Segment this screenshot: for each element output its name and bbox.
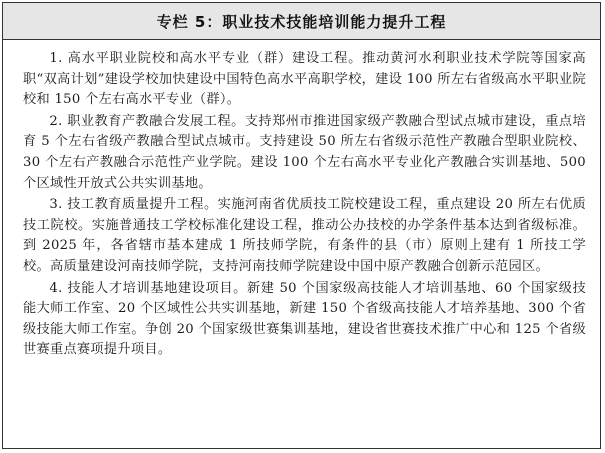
column-content	[23, 49, 586, 362]
item-paragraph-1: 1. 高水平职业院校和高水平专业（群）建设工程。推动黄河水利职业技术学院等国家高职“双高计划”建设学校加快建设中国特色高水平高职学校，建设 100 所左右省级高水平职业院校和 150 个左右高水平专业（群）。	[23, 51, 586, 108]
item-paragraph-2: 2. 职业教育产教融合发展工程。支持郑州市推进国家级产教融合型试点城市建设，重点培育 5 个左右省级产教融合型试点城市。支持建设 50 所左右省级示范性产教融合型职业院校、30 个左右产教融合示范性产业学院。建设 100 个左右高水平专业化产教融合实训基地、500 个区域性开放式公共实训基地。	[23, 113, 586, 191]
column-box	[2, 2, 601, 449]
item-paragraph-4: 4. 技能人才培训基地建设项目。新建 50 个国家级高技能人才培训基地、60 个国家级技能大师工作室、20 个区域性公共实训基地，新建 150 个省级高技能人才培养基地、300 个省级技能大师工作室。争创 20 个国家级世赛集训基地，建设省世赛技术推广中心和 125 个省级世赛重点赛项提升项目。	[23, 280, 586, 358]
column-title: 专栏 5：职业技术技能培训能力提升工程	[156, 12, 447, 31]
column-header	[3, 3, 600, 40]
item-paragraph-3: 3. 技工教育质量提升工程。实施河南省优质技工院校建设工程，重点建设 20 所左右优质技工院校。实施普通技工学校标准化建设工程，推动公办技校的办学条件基本达到省级标准。到 2025 年，各省辖市基本建成 1 所技师学院，有条件的县（市）原则上建有 1 所技工学校。高质量建设河南技师学院，支持河南技师学院建设中国中原产教融合创新示范园区。	[23, 197, 586, 274]
